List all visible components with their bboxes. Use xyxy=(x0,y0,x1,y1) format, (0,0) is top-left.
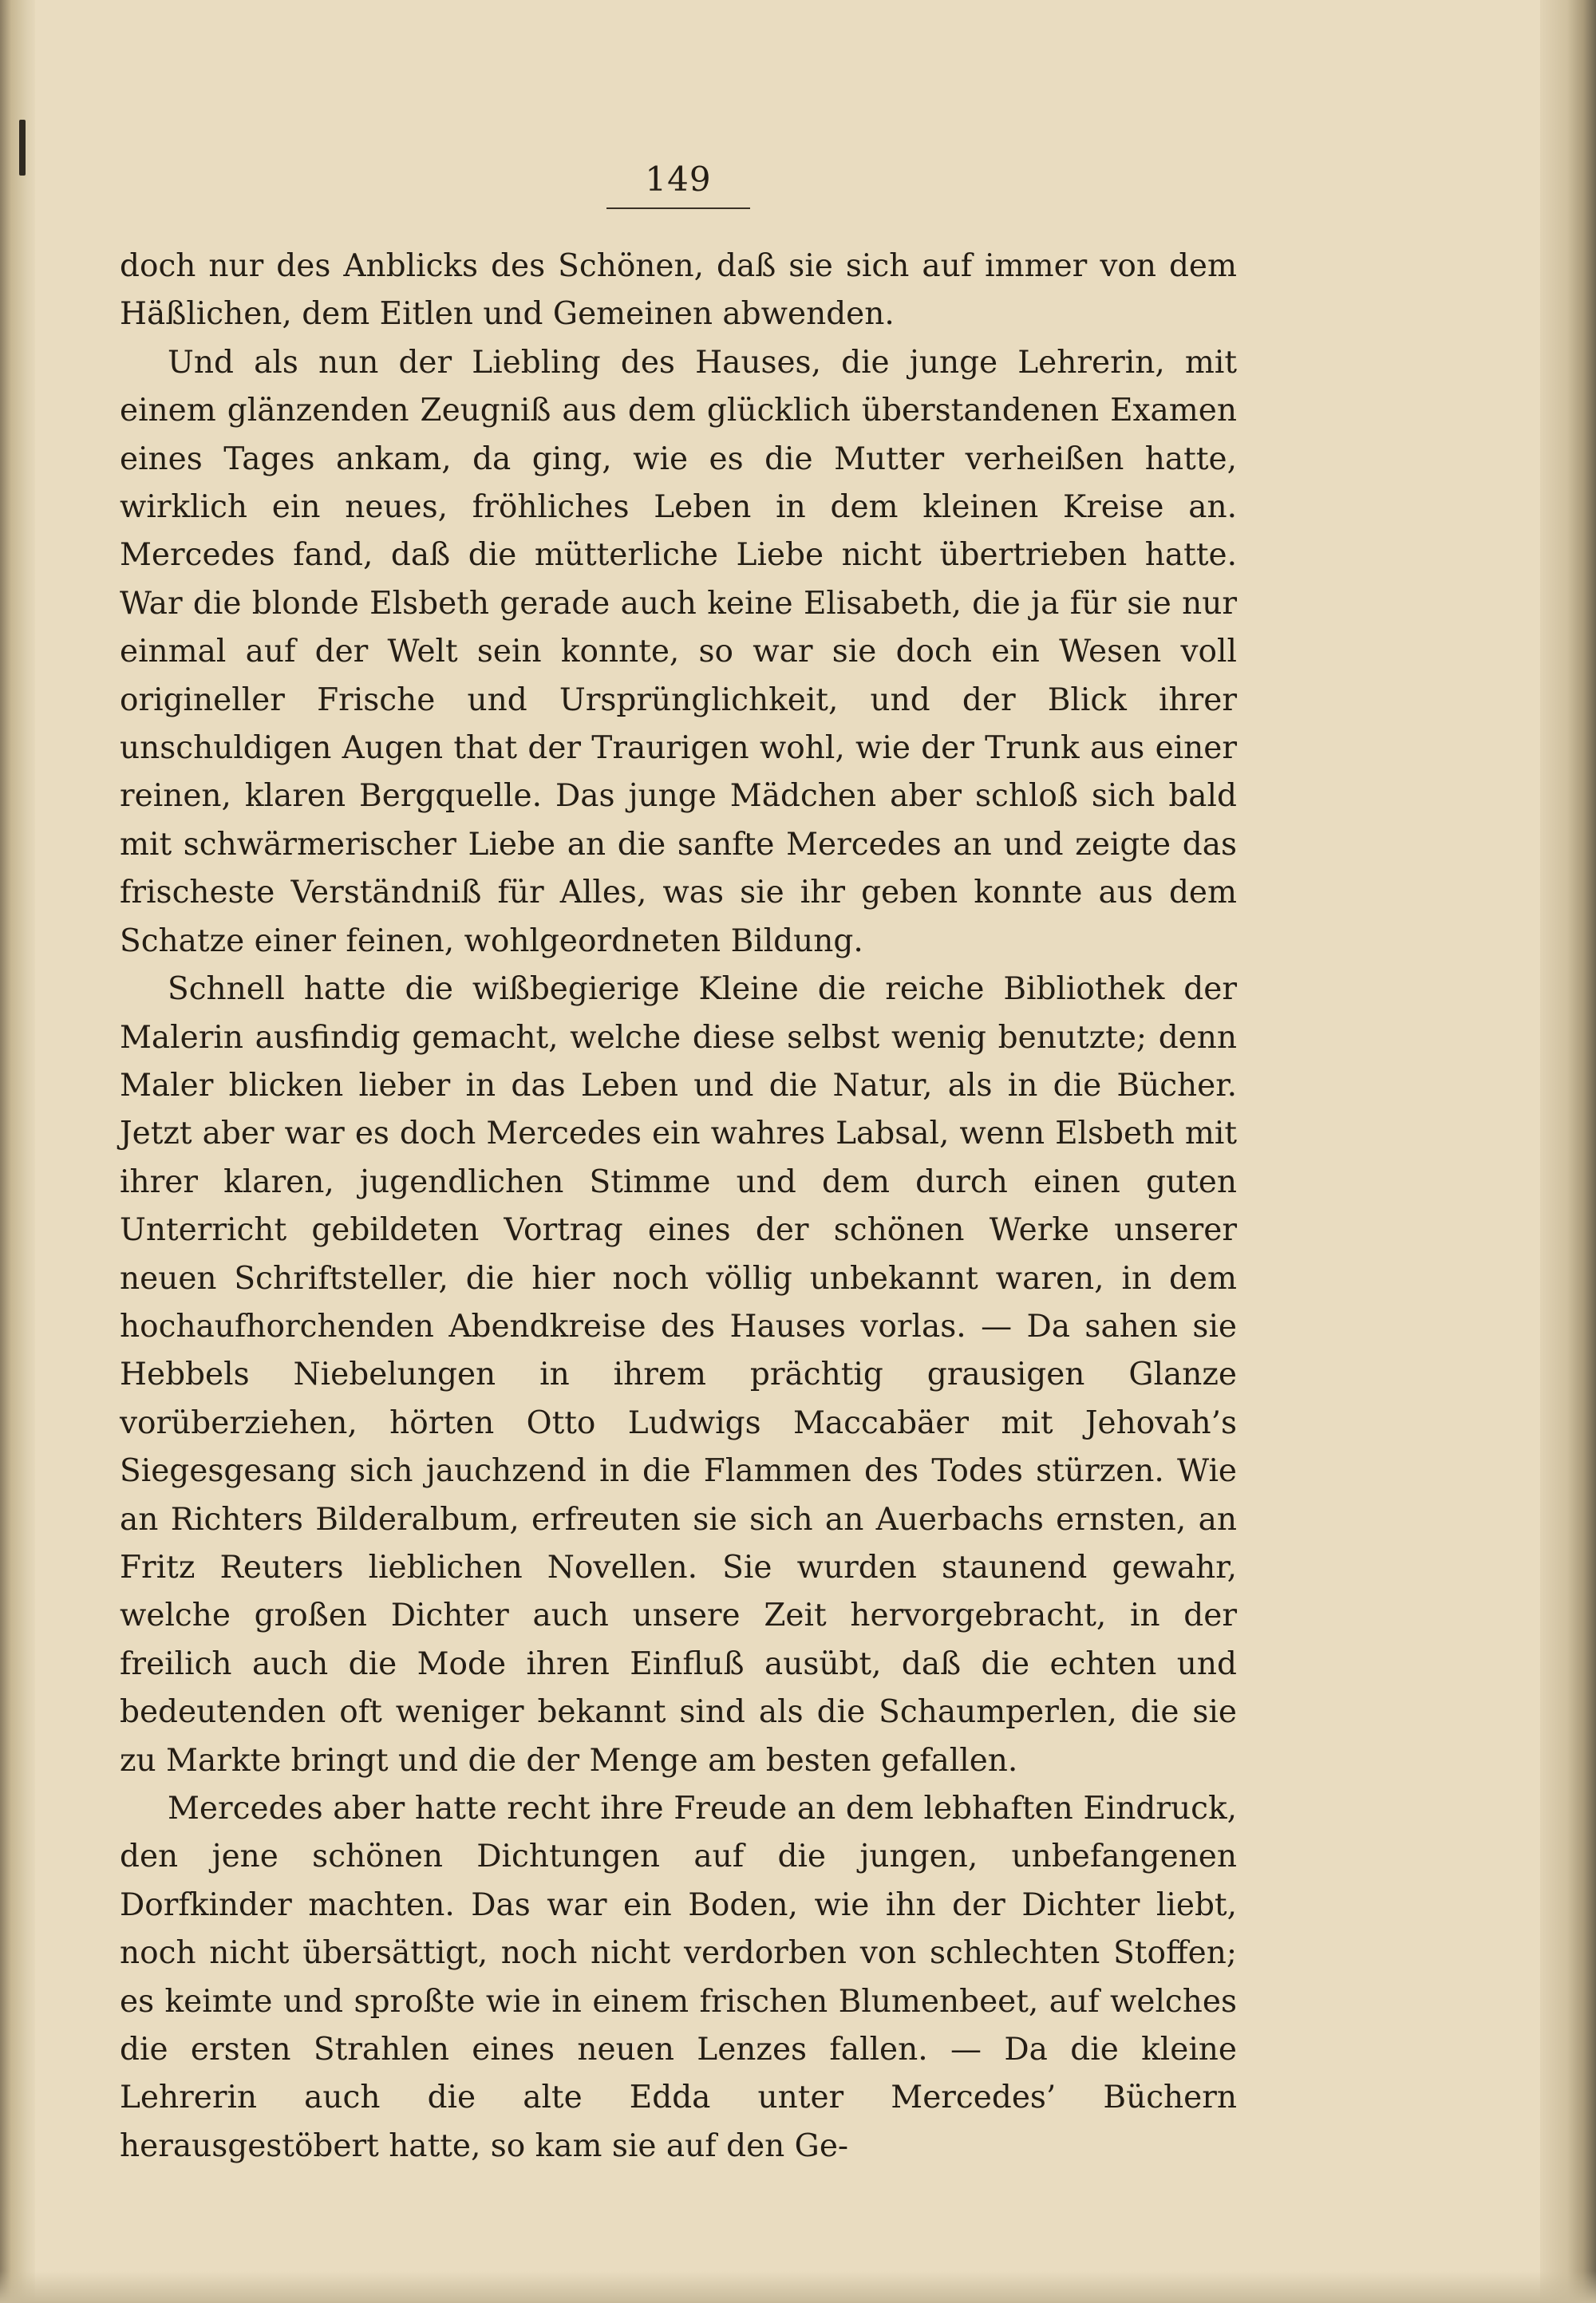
body-text xyxy=(120,243,1237,2171)
page-number-rule xyxy=(606,207,750,209)
paragraph-3: Schnell hatte die wißbegierige Kleine die reiche Bibliothek der Malerin ausfindig gemacht, welche diese selbst wenig benutzte; denn Maler blicken lieber in das Leben und die Natur, als in die Bücher. Jetzt aber war es doch Mercedes ein wahres Labsal, wenn Elsbeth mit ihrer klaren, jugendlichen Stimme und dem durch einen guten Unterricht gebildeten Vortrag eines der schönen Werke unserer neuen Schriftsteller, die hier noch völlig unbekannt waren, in dem hochaufhorchenden Abendkreise des Hauses vorlas. — Da sahen sie Hebbels Niebelungen in ihrem prächtig grausigen Glanze vorüberziehen, hörten Otto Ludwigs Maccabäer mit Jehovah’s Siegesgesang sich jauchzend in die Flammen des Todes stürzen. Wie an Richters Bilderalbum, erfreuten sie sich an Auerbachs ernsten, an Fritz Reuters lieblichen Novellen. Sie wurden staunend gewahr, welche großen Dichter auch unsere Zeit hervorgebracht, in der freilich auch die Mode ihren Einfluß ausübt, daß die echten und bedeutenden oft weniger bekannt sind als die Schaumperlen, die sie zu Markte bringt und die der Menge am besten gefallen. xyxy=(120,971,1237,1779)
binding-thread-mark xyxy=(19,120,26,176)
book-page xyxy=(120,160,1237,2171)
book-binding-edge xyxy=(0,0,35,2303)
page-bottom-shadow xyxy=(0,2271,1596,2303)
page-fore-edge xyxy=(1540,0,1596,2303)
page-number: 149 xyxy=(645,160,712,199)
paragraph-2: Und als nun der Liebling des Hauses, die junge Lehrerin, mit einem glänzenden Zeugniß aus dem glücklich überstandenen Examen eines Tages ankam, da ging, wie es die Mutter verheißen hatte, wirklich ein neues, fröhliches Leben in dem kleinen Kreise an. Mercedes fand, daß die mütterliche Liebe nicht übertrieben hatte. War die blonde Elsbeth gerade auch keine Elisabeth, die ja für sie nur einmal auf der Welt sein konnte, so war sie doch ein Wesen voll origineller Frische und Ursprünglichkeit, und der Blick ihrer unschuldigen Augen that der Traurigen wohl, wie der Trunk aus einer reinen, klaren Bergquelle. Das junge Mädchen aber schloß sich bald mit schwärmerischer Liebe an die sanfte Mercedes an und zeigte das frischeste Verständniß für Alles, was sie ihr geben konnte aus dem Schatze einer feinen, wohlgeordneten Bildung. xyxy=(120,344,1237,959)
paragraph-4: Mercedes aber hatte recht ihre Freude an dem lebhaften Eindruck, den jene schönen Dichtungen auf die jungen, unbefangenen Dorfkinder machten. Das war ein Boden, wie ihn der Dichter liebt, noch nicht übersättigt, noch nicht verdorben von schlechten Stoffen; es keimte und sproßte wie in einem frischen Blumenbeet, auf welches die ersten Strahlen eines neuen Lenzes fallen. — Da die kleine Lehrerin auch die alte Edda unter Mercedes’ Büchern herausgestöbert hatte, so kam sie auf den Ge- xyxy=(120,1791,1237,2164)
paragraph-1: doch nur des Anblicks des Schönen, daß sie sich auf immer von dem Häßlichen, dem Eitlen und Gemeinen abwenden. xyxy=(120,248,1237,333)
